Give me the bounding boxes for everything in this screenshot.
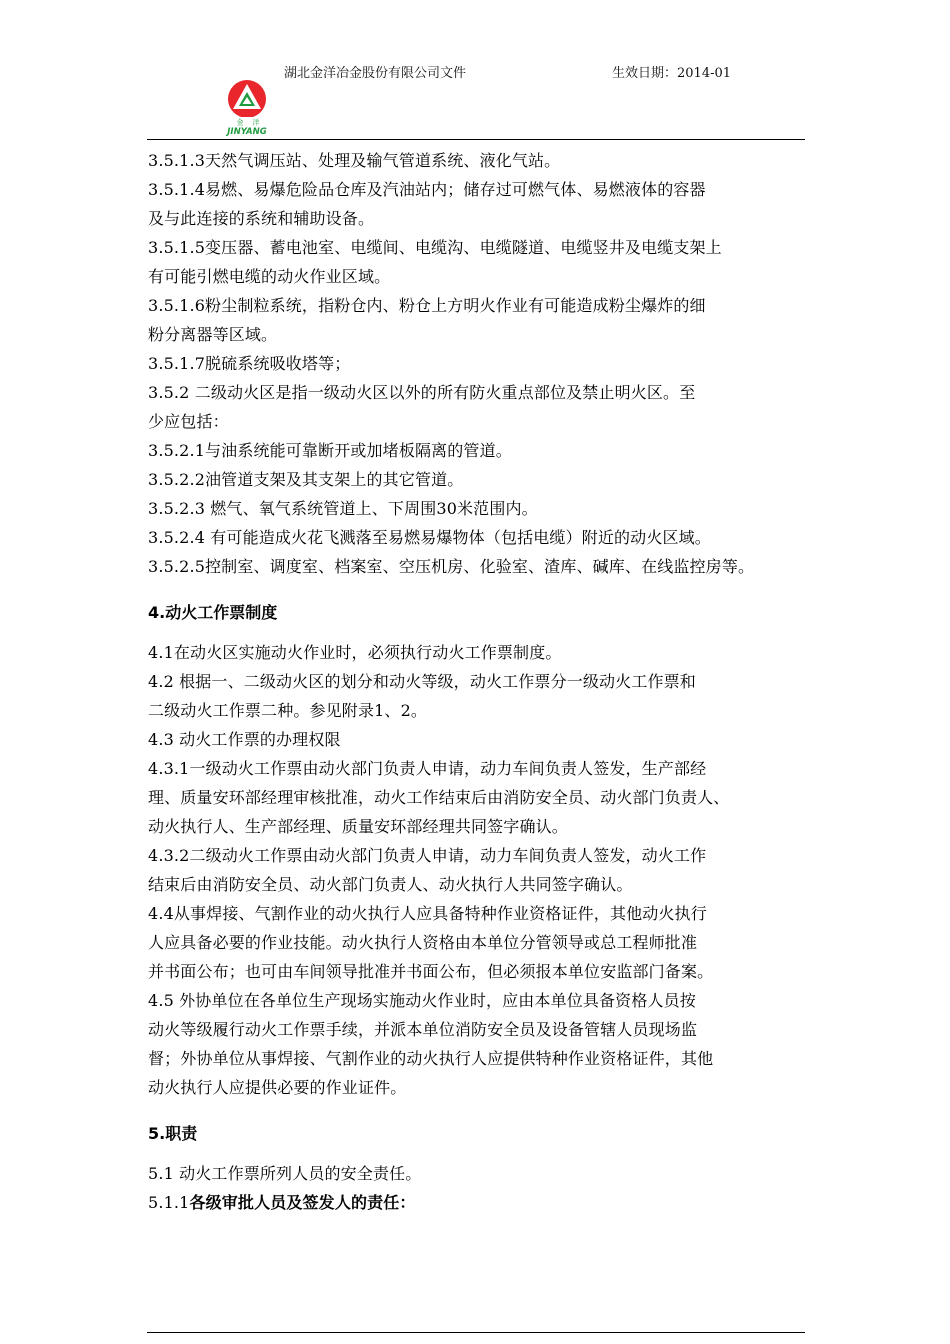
- para-line: 3.5.2.5控制室、调度室、档案室、空压机房、化验室、渣库、碱库、在线监控房等。: [148, 557, 755, 576]
- section-heading-4: 4.动火工作票制度: [148, 603, 278, 622]
- document-body: [148, 146, 813, 1217]
- para-line: 4.3.1一级动火工作票由动火部门负责人申请，动力车间负责人签发，生产部经: [148, 759, 707, 778]
- para-line: 少应包括：: [148, 412, 229, 431]
- header-divider: [147, 139, 805, 140]
- para-line: 动火执行人应提供必要的作业证件。: [148, 1078, 407, 1097]
- para-line: 4.5 外协单位在各单位生产现场实施动火作业时，应由本单位具备资格人员按: [148, 991, 696, 1010]
- para-line: 理、质量安环部经理审核批准，动火工作结束后由消防安全员、动火部门负责人、: [148, 788, 730, 807]
- para-line: 人应具备必要的作业技能。动火执行人资格由本单位分管领导或总工程师批准: [148, 933, 698, 952]
- header-effective-date: 生效日期：2014-01: [612, 66, 732, 81]
- para-line: 3.5.1.6粉尘制粒系统，指粉仓内、粉仓上方明火作业有可能造成粉尘爆炸的细: [148, 296, 706, 315]
- footer-divider: [147, 1332, 805, 1333]
- para-line: 并书面公布；也可由车间领导批准并书面公布，但必须报本单位安监部门备案。: [148, 962, 714, 981]
- para-line: 3.5.1.3天然气调压站、处理及输气管道系统、液化气站。: [148, 151, 561, 170]
- para-line: 3.5.2 二级动火区是指一级动火区以外的所有防火重点部位及禁止明火区。至: [148, 383, 696, 402]
- para-line-mixed: [148, 1188, 813, 1217]
- para-line: 3.5.2.2油管道支架及其支架上的其它管道。: [148, 470, 464, 489]
- para-line: 4.4从事焊接、气割作业的动火执行人应具备特种作业资格证件，其他动火执行: [148, 904, 707, 923]
- jinyang-logo-icon: [217, 76, 279, 136]
- para-line: 3.5.1.4易燃、易爆危险品仓库及汽油站内；储存过可燃气体、易燃液体的容器: [148, 180, 706, 199]
- para-line: 督；外协单位从事焊接、气割作业的动火执行人应提供特种作业资格证件，其他: [148, 1049, 714, 1068]
- para-line: 4.2 根据一、二级动火区的划分和动火等级，动火工作票分一级动火工作票和: [148, 672, 696, 691]
- svg-text:金: 金: [236, 118, 244, 127]
- para-line: 3.5.2.1与油系统能可靠断开或加堵板隔离的管道。: [148, 441, 512, 460]
- section-heading-5: 5.职责: [148, 1124, 198, 1143]
- para-line: 4.3 动火工作票的办理权限: [148, 730, 341, 749]
- logo-wordmark: JINYANG: [227, 127, 267, 136]
- para-line: 及与此连接的系统和辅助设备。: [148, 209, 375, 228]
- para-line: 3.5.2.4 有可能造成火花飞溅落至易燃易爆物体（包括电缆）附近的动火区域。: [148, 528, 711, 547]
- para-line: 4.3.2二级动火工作票由动火部门负责人申请，动力车间负责人签发，动火工作: [148, 846, 707, 865]
- para-line: 5.1 动火工作票所列人员的安全责任。: [148, 1164, 422, 1183]
- para-line: 动火执行人、生产部经理、质量安环部经理共同签字确认。: [148, 817, 568, 836]
- para-line: 结束后由消防安全员、动火部门负责人、动火执行人共同签字确认。: [148, 875, 633, 894]
- para-line: 3.5.1.5变压器、蓄电池室、电缆间、电缆沟、电缆隧道、电缆竖井及电缆支架上: [148, 238, 722, 257]
- para-line: 动火等级履行动火工作票手续，并派本单位消防安全员及设备管辖人员现场监: [148, 1020, 698, 1039]
- para-line: 二级动火工作票二种。参见附录1、2。: [148, 701, 428, 720]
- header-company-name: 湖北金洋冶金股份有限公司文件: [284, 66, 467, 81]
- para-line: 有可能引燃电缆的动火作业区域。: [148, 267, 391, 286]
- para-line: 3.5.2.3 燃气、氧气系统管道上、下周围30米范围内。: [148, 499, 538, 518]
- para-line: 粉分离器等区域。: [148, 325, 278, 344]
- clause-number: 5.1.1: [148, 1193, 190, 1212]
- para-line: 4.1在动火区实施动火作业时，必须执行动火工作票制度。: [148, 643, 562, 662]
- para-line: 3.5.1.7脱硫系统吸收塔等；: [148, 354, 351, 373]
- clause-title-bold: 各级审批人员及签发人的责任：: [189, 1193, 416, 1212]
- svg-text:洋: 洋: [252, 118, 260, 127]
